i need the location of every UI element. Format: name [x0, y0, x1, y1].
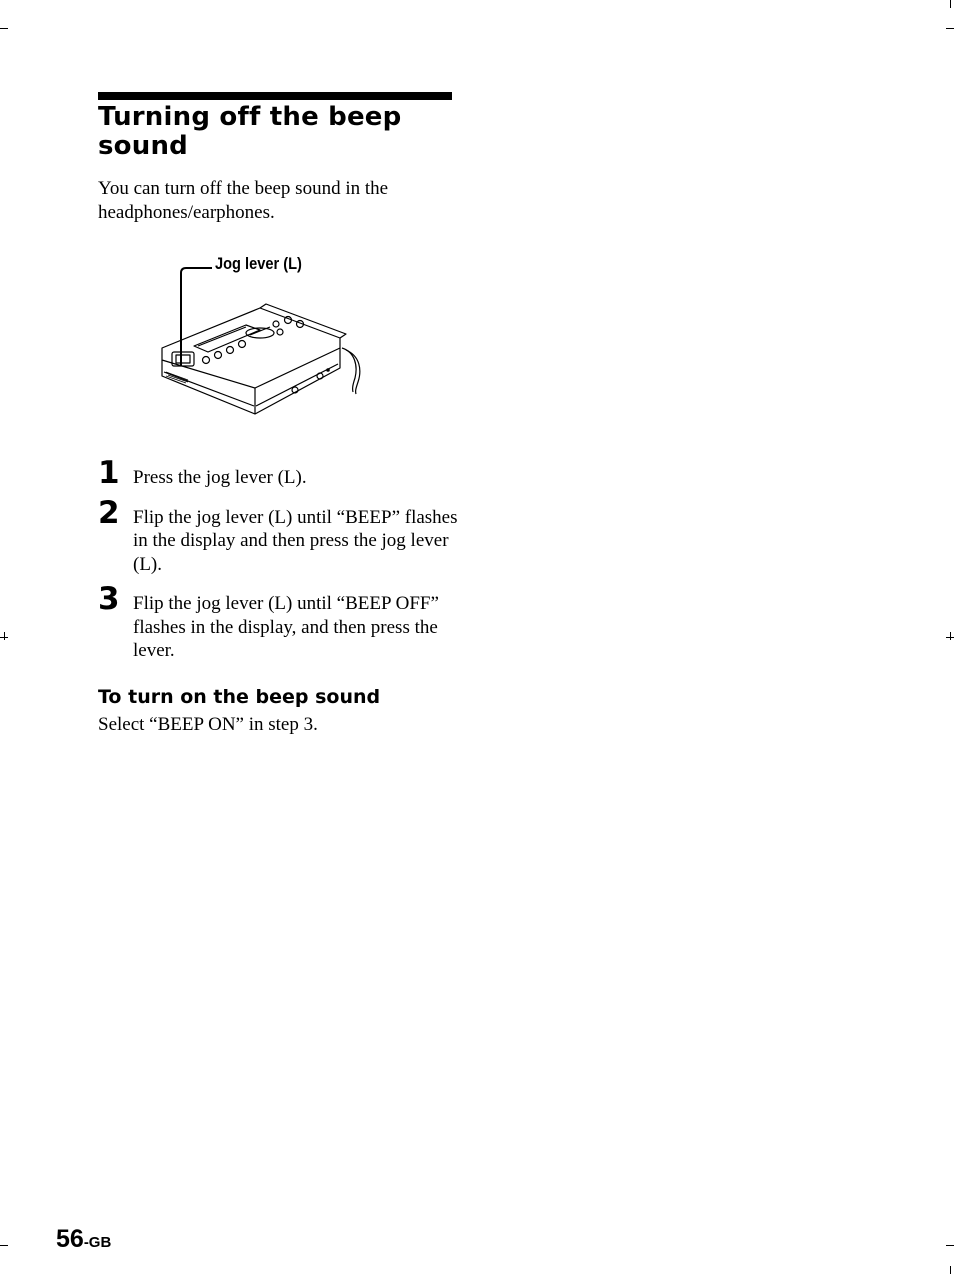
subsection-text: Select “BEEP ON” in step 3. — [98, 714, 318, 735]
crop-mark — [946, 28, 954, 29]
step-text: Press the jog lever (L). — [133, 467, 307, 488]
crop-mark — [0, 1245, 8, 1246]
step-number: 1 — [98, 455, 120, 491]
crop-mark — [946, 1245, 954, 1246]
crop-mark — [950, 632, 951, 640]
step-list — [98, 455, 458, 673]
subsection-heading: To turn on the beep sound — [98, 686, 381, 708]
step-number: 3 — [98, 581, 120, 617]
step-number: 2 — [98, 494, 120, 531]
page-number-value: 56 — [56, 1225, 84, 1253]
step-item — [98, 455, 458, 491]
section-title: Turning off the beep sound — [98, 102, 402, 161]
jog-lever-callout: Jog lever (L) — [215, 254, 302, 273]
step-item — [98, 494, 458, 577]
page-number-suffix: -GB — [83, 1234, 112, 1251]
page-number — [56, 1225, 111, 1257]
title-rule — [98, 92, 452, 100]
crop-mark — [4, 632, 5, 640]
minidisc-player-illustration — [150, 248, 380, 428]
crop-mark — [950, 0, 951, 8]
intro-paragraph: You can turn off the beep sound in the headphones/earphones. — [98, 178, 389, 223]
step-text: Flip the jog lever (L) until “BEEP OFF” flashes in the display, and then press the lever. — [133, 593, 439, 661]
crop-mark — [950, 1266, 951, 1274]
crop-mark — [0, 28, 8, 29]
step-item — [98, 581, 458, 663]
step-text: Flip the jog lever (L) until “BEEP” flashes in the display and then press the jog lever (L). — [133, 506, 458, 575]
